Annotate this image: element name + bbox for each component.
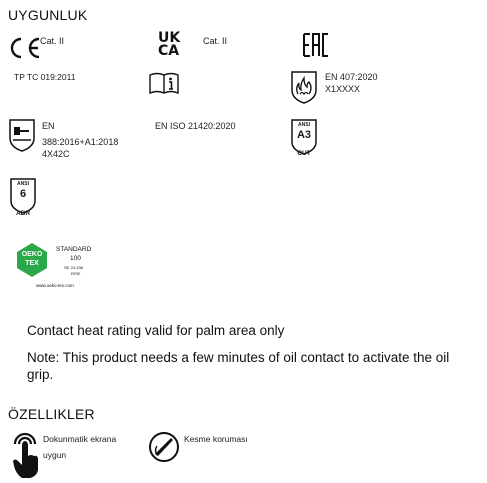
en388-line2: 388:2016+A1:2018 xyxy=(42,137,119,147)
heat-flame-shield-icon xyxy=(290,70,318,104)
oeko-tex-logo-bottom: TEX xyxy=(25,260,39,267)
oeko-tex-number: 100 xyxy=(70,255,81,262)
cut-protection-icon xyxy=(148,431,180,463)
ansi-cut-top: ANSI xyxy=(298,122,310,128)
features-heading: ÖZELLIKLER xyxy=(8,406,95,422)
oeko-tex-standard: STANDARD xyxy=(56,246,92,253)
oeko-tex-logo-icon xyxy=(14,242,50,278)
ansi-cut-badge-icon xyxy=(289,118,319,158)
oeko-tex-label xyxy=(14,242,114,290)
cut-protection-label: Kesme koruması xyxy=(184,434,248,444)
en388-code: 4X42C xyxy=(42,149,70,159)
ansi-abrasion-badge-icon xyxy=(8,177,38,219)
ansi-abr-bottom: ABR xyxy=(15,210,31,217)
ce-mark-icon xyxy=(8,36,42,60)
ukca-category-label: Cat. II xyxy=(203,36,228,46)
en388-line1: EN xyxy=(42,121,55,131)
ansi-abr-top: ANSI xyxy=(17,181,29,187)
touchscreen-label-line1: Dokunmatik ekrana xyxy=(43,434,117,444)
touchscreen-label-line2: uygun xyxy=(43,450,67,460)
ukca-mark-bottom: CA xyxy=(158,43,180,59)
mechanical-hammer-shield-icon xyxy=(8,118,36,152)
en407-standard: EN 407:2020 xyxy=(325,72,378,82)
iso21420-standard: EN ISO 21420:2020 xyxy=(155,121,236,131)
heat-rating-note: Contact heat rating valid for palm area only xyxy=(27,323,285,338)
ansi-abr-level: 6 xyxy=(19,188,27,200)
en407-code: X1XXXX xyxy=(325,84,361,94)
user-manual-icon xyxy=(148,71,180,95)
oil-grip-note: Note: This product needs a few minutes of oil contact to activate the oil grip. xyxy=(27,350,450,382)
ansi-cut-bottom: CUT xyxy=(297,150,311,157)
eac-mark-icon xyxy=(302,32,330,58)
ansi-cut-level: A3 xyxy=(296,129,312,141)
oeko-tex-code: SE 24-338 xyxy=(64,265,83,270)
ukca-mark-top: UK xyxy=(158,30,181,46)
touchscreen-hand-icon xyxy=(10,430,42,480)
tp-tc-standard: TP TC 019:2011 xyxy=(14,72,76,82)
ukca-mark-icon xyxy=(158,32,190,62)
certifications-heading: UYGUNLUK xyxy=(8,7,88,23)
oeko-tex-url: www.oeko-tex.com xyxy=(36,283,74,288)
oeko-tex-logo-top: OEKO xyxy=(21,251,43,258)
ce-category-label: Cat. II xyxy=(40,36,65,46)
oeko-tex-institute: RISE xyxy=(71,271,81,276)
